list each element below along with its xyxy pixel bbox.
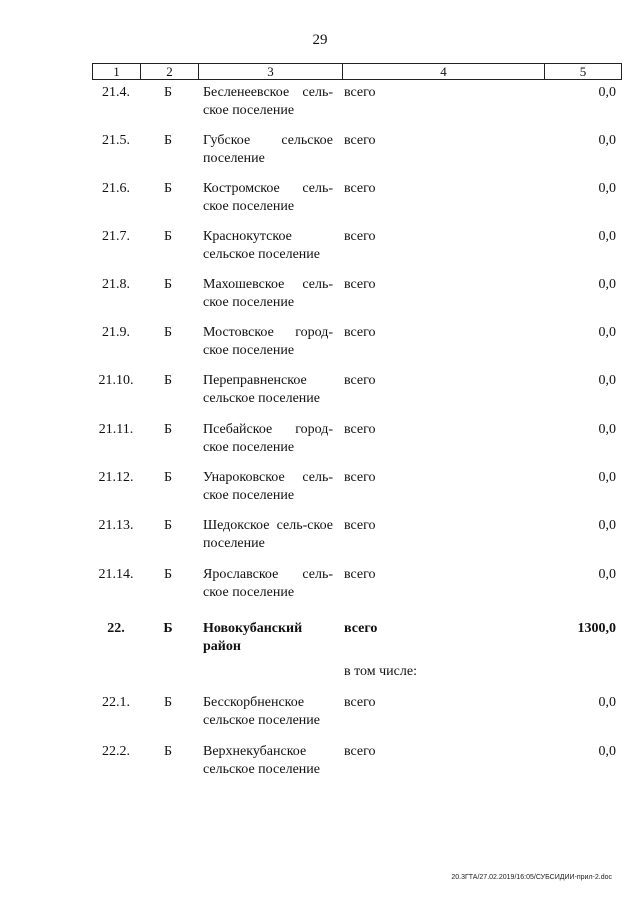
row-category: Б (163, 373, 173, 388)
row-value: 0,0 (598, 518, 616, 533)
row-value: 0,0 (598, 422, 616, 437)
row-value: 0,0 (598, 744, 616, 759)
header-col-3: 3 (198, 64, 342, 79)
row-category: Б (163, 181, 173, 196)
row-name: Махошевское сель-ское поселение (203, 277, 333, 310)
row-name: Верхнекубанское сельское поселение (203, 744, 320, 777)
row-number: 21.9. (102, 325, 130, 340)
table-header (92, 63, 622, 80)
row-total-label: всего (344, 518, 376, 533)
row-total-label: всего (344, 85, 376, 100)
row-category: Б (163, 229, 173, 244)
row-category: Б (163, 695, 173, 710)
row-name: Унароковское сель-ское поселение (203, 470, 333, 503)
row-total-label: всего (344, 373, 376, 388)
row-number: 21.5. (102, 133, 130, 148)
row-category: Б (163, 277, 173, 292)
row-value: 0,0 (598, 470, 616, 485)
including-note: в том числе: (344, 664, 417, 679)
header-col-2: 2 (140, 64, 198, 79)
row-number: 21.13. (98, 518, 134, 533)
row-number: 21.11. (98, 422, 134, 437)
page-number: 29 (312, 32, 328, 48)
row-name: Ярославское сель-ское поселение (203, 567, 333, 600)
row-total-label: всего (344, 695, 376, 710)
row-name: Мостовское город-ское поселение (203, 325, 333, 358)
row-value: 1300,0 (577, 621, 616, 636)
row-value: 0,0 (598, 229, 616, 244)
row-name: Бесскорбненское сельское поселение (203, 695, 320, 728)
row-number: 21.4. (102, 85, 130, 100)
row-category: Б (163, 621, 173, 636)
footer-doc-id: 20.3ГТА/27.02.2019/16:05/СУБСИДИИ-прил-2.doc (451, 874, 612, 881)
row-category: Б (163, 518, 173, 533)
row-total-label: всего (344, 181, 376, 196)
row-total-label: всего (344, 422, 376, 437)
row-name: Бесленеевское сель-ское поселение (203, 85, 333, 118)
row-total-label: всего (344, 470, 376, 485)
row-number: 21.10. (98, 373, 134, 388)
row-name: Новокубанский район (203, 621, 303, 654)
row-number: 21.6. (102, 181, 130, 196)
row-total-label: всего (344, 229, 376, 244)
row-total-label: всего (344, 277, 376, 292)
row-name: Костромское сель-ское поселение (203, 181, 333, 214)
row-value: 0,0 (598, 567, 616, 582)
row-total-label: всего (344, 325, 376, 340)
header-col-4: 4 (342, 64, 544, 79)
header-col-5: 5 (544, 64, 621, 79)
row-name: Губское сельское поселение (203, 133, 333, 166)
row-category: Б (163, 422, 173, 437)
row-category: Б (163, 133, 173, 148)
row-total-label: всего (344, 621, 378, 636)
row-value: 0,0 (598, 373, 616, 388)
row-value: 0,0 (598, 85, 616, 100)
row-value: 0,0 (598, 325, 616, 340)
row-name: Краснокутское сельское поселение (203, 229, 320, 262)
row-category: Б (163, 567, 173, 582)
row-name: Шедокское сель-ское поселение (203, 518, 333, 551)
row-number: 22. (107, 621, 125, 636)
row-total-label: всего (344, 744, 376, 759)
row-category: Б (163, 325, 173, 340)
row-category: Б (163, 470, 173, 485)
row-total-label: всего (344, 133, 376, 148)
row-name: Переправненское сельское поселение (203, 373, 320, 406)
row-number: 21.12. (98, 470, 134, 485)
row-number: 21.7. (102, 229, 130, 244)
row-value: 0,0 (598, 181, 616, 196)
row-number: 22.1. (102, 695, 130, 710)
row-number: 21.8. (102, 277, 130, 292)
row-number: 21.14. (98, 567, 134, 582)
row-number: 22.2. (102, 744, 130, 759)
header-col-1: 1 (113, 64, 120, 79)
row-value: 0,0 (598, 695, 616, 710)
row-category: Б (163, 744, 173, 759)
row-category: Б (163, 85, 173, 100)
row-value: 0,0 (598, 133, 616, 148)
row-total-label: всего (344, 567, 376, 582)
row-value: 0,0 (598, 277, 616, 292)
row-name: Псебайское город-ское поселение (203, 422, 333, 455)
